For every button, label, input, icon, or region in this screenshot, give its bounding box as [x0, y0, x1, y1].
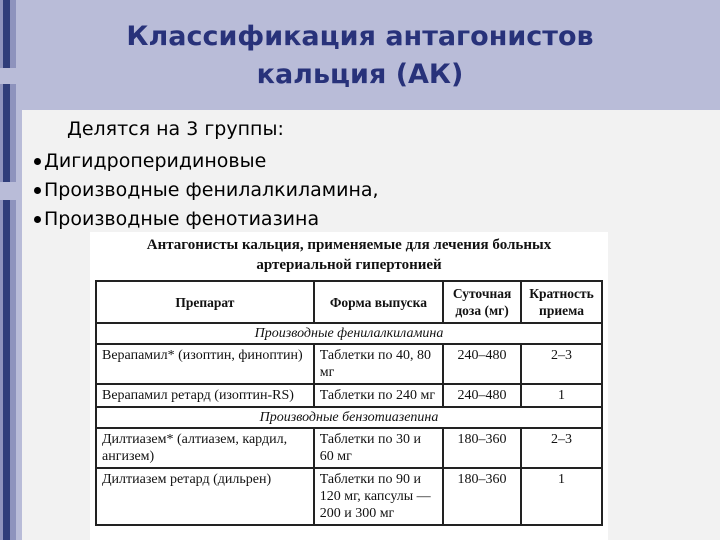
title-line: Классификация антагонистов: [126, 21, 594, 52]
title-line: кальция (АК): [256, 59, 464, 90]
bullet-list: [34, 147, 379, 234]
group-row: Производные фенилалкиламина: [96, 323, 602, 344]
bullet-dot-icon: [34, 216, 41, 223]
drug-table: [95, 280, 603, 526]
bullet-item: Производные фенилалкиламина,: [34, 176, 379, 205]
header-form: Форма выпуска: [314, 281, 443, 323]
scanned-table-image: [90, 232, 608, 540]
decor-stripe: [0, 84, 16, 182]
header-drug: Препарат: [96, 281, 314, 323]
group-row: Производные бензотиазепина: [96, 407, 602, 428]
decor-stripe: [0, 200, 16, 540]
table-row: Дилтиазем ретард (дильрен) Таблетки по 90 и 120 мг, капсулы — 200 и 300 мг 180–360 1: [96, 468, 602, 525]
table-caption: Антагонисты кальция, применяемые для лечения больных артериальной гипертонией: [146, 237, 552, 273]
bullet-dot-icon: [34, 158, 41, 165]
table-row: Верапамил* (изоптин, финоптин) Таблетки по 40, 80 мг 240–480 2–3: [96, 344, 602, 384]
table-row: Верапамил ретард (изоптин-RS) Таблетки по 240 мг 240–480 1: [96, 384, 602, 407]
header-daily-dose: Суточная доза (мг): [443, 281, 521, 323]
bullet-item: Производные фенотиазина: [34, 205, 379, 234]
intro-text: Делятся на 3 группы:: [67, 118, 284, 140]
bullet-item: Дигидроперидиновые: [34, 147, 379, 176]
decor-stripe: [0, 0, 16, 68]
header-frequency: Кратность приема: [521, 281, 602, 323]
slide-title: [60, 18, 660, 94]
table-header-row: [96, 281, 602, 323]
table-row: Дилтиазем* (алтиазем, кардил, ангизем) Таблетки по 30 и 60 мг 180–360 2–3: [96, 428, 602, 468]
bullet-dot-icon: [34, 187, 41, 194]
